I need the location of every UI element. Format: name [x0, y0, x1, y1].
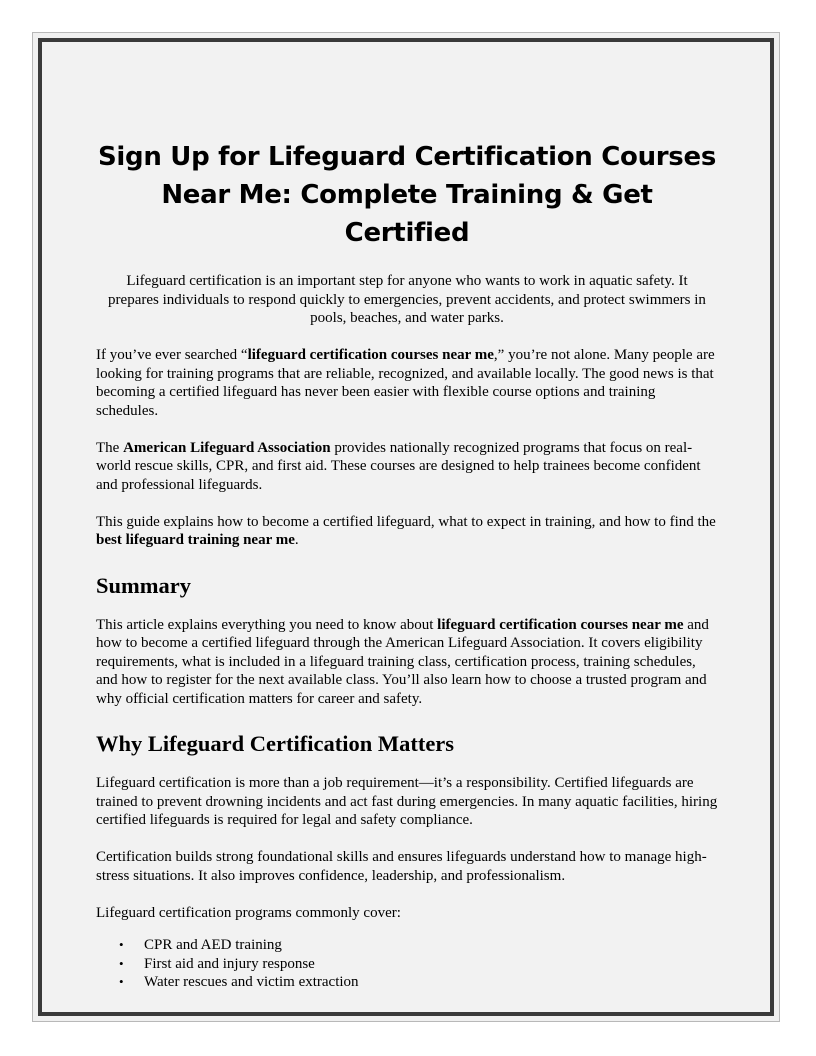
list-item-text: First aid and injury response — [144, 955, 315, 972]
list-item — [119, 955, 718, 974]
document-title — [96, 138, 718, 252]
title-line-1: Sign Up for Lifeguard Certification Courses — [98, 142, 716, 172]
text: This article explains everything you need to know about — [96, 616, 438, 633]
text: . — [294, 532, 299, 548]
association-paragraph — [96, 439, 718, 495]
text: and how to become a certified lifeguard through the American Lifeguard Association. It covers eligibility requirements, what is included in a lifeguard training class, certification process, training schedules, and how to register for the next available class. You’ll also learn how to choose a trusted program and why official certification matters for career and safety. — [96, 616, 709, 707]
bold-keyword: lifeguard certification courses near me — [437, 616, 684, 633]
list-item — [119, 936, 718, 955]
why-paragraph-1: Lifeguard certification is more than a job requirement—it’s a responsibility. Certified lifeguards are trained to prevent drowning incidents and act fast during emergencies. In many aquatic facilities, hiring certified lifeguards is required for legal and safety compliance. — [96, 775, 718, 828]
title-line-2: Near Me: Complete Training & Get Certified — [161, 180, 653, 248]
intro-paragraph: Lifeguard certification is an important step for anyone who wants to work in aquatic safety. It prepares individuals to respond quickly to emergencies, prevent accidents, and protect swimmers in pools, beaches, and water parks. — [108, 273, 706, 326]
text: If you’ve ever searched “ — [96, 347, 248, 363]
list-item-text: Water rescues and victim extraction — [144, 974, 359, 990]
bold-keyword: lifeguard certification courses near me — [247, 347, 494, 363]
document-content — [96, 138, 718, 992]
bullet-icon: • — [119, 937, 124, 952]
why-paragraph-3: Lifeguard certification programs commonly cover: — [96, 904, 401, 921]
list-item — [119, 973, 718, 992]
text: The — [96, 439, 124, 456]
bullet-icon: • — [119, 955, 124, 971]
bold-keyword: best lifeguard training near me — [96, 532, 295, 548]
why-heading: Why Lifeguard Certification Matters — [96, 731, 455, 756]
summary-heading: Summary — [96, 572, 191, 598]
text: provides nationally recognized programs that focus on real-world rescue skills, CPR, and first aid. These courses are designed to help trainees become confident and professional lifeguards. — [96, 439, 701, 493]
text: This guide explains how to become a certified lifeguard, what to expect in training, and how to find the — [96, 513, 716, 530]
search-paragraph — [96, 346, 718, 420]
summary-paragraph — [96, 616, 718, 709]
guide-paragraph — [96, 513, 718, 550]
coverage-list — [96, 936, 718, 992]
bold-organization: American Lifeguard Association — [123, 439, 331, 456]
why-paragraph-2: Certification builds strong foundational skills and ensures lifeguards understand how to manage high-stress situations. It also improves confidence, leadership, and professionalism. — [96, 849, 707, 884]
list-item-text: CPR and AED training — [144, 937, 282, 953]
text: ,” you’re not alone. Many people are looking for training programs that are reliable, recognized, and available locally. The good news is that becoming a certified lifeguard has never been easier with flexible course options and training schedules. — [96, 347, 715, 419]
bullet-icon: • — [119, 974, 124, 989]
